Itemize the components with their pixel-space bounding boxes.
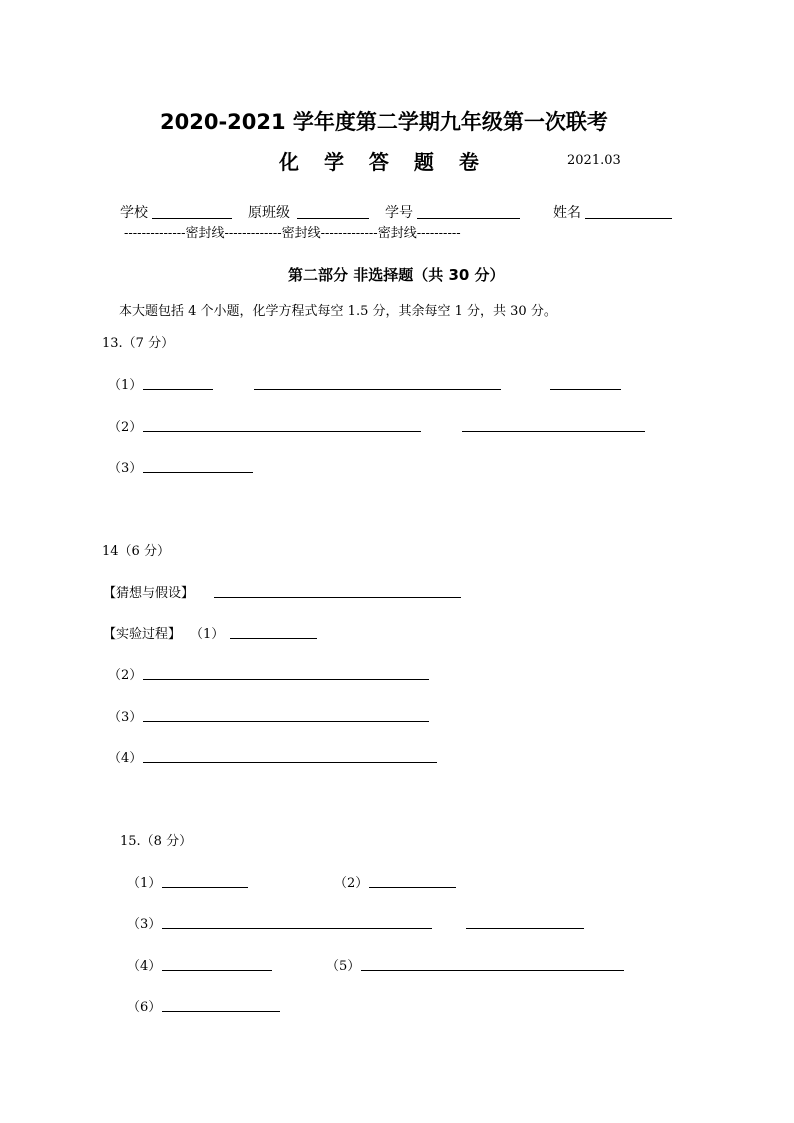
class-label: 原班级 [248,205,290,221]
q13-answer-2a[interactable] [143,431,421,432]
exam-title: 2020-2021 学年度第二学期九年级第一次联考 [160,110,608,134]
q13-part-2-label: （2） [108,420,143,435]
paper-subtitle: 化 学 答 题 卷 [279,150,488,174]
q13-part-3-label: （3） [108,461,143,476]
q14-answer-3[interactable] [143,721,429,722]
q14-hypothesis-label: 【猜想与假设】 [103,586,195,601]
class-field[interactable] [297,218,369,219]
q15-heading: 15.（8 分） [120,834,193,849]
q14-answer-4[interactable] [143,762,437,763]
q14-part-3-label: （3） [108,710,143,725]
q15-answer-3b[interactable] [466,928,584,929]
q13-answer-1c[interactable] [550,389,621,390]
q13-part-1-label: （1） [108,378,143,393]
q13-answer-1b[interactable] [254,389,501,390]
q15-part-4-label: （4） [127,959,162,974]
q14-part-1-label: （1） [190,627,225,642]
student-no-field[interactable] [417,218,520,219]
q15-answer-1[interactable] [162,887,248,888]
q13-answer-1a[interactable] [143,389,213,390]
q14-answer-2[interactable] [143,679,429,680]
q13-answer-3[interactable] [143,472,253,473]
section-instruction: 本大题包括 4 个小题，化学方程式每空 1.5 分，其余每空 1 分，共 30 分。 [119,304,557,319]
q15-answer-4[interactable] [162,970,272,971]
q15-answer-2[interactable] [369,887,456,888]
school-field[interactable] [152,218,232,219]
student-no-label: 学号 [385,205,413,221]
q15-part-3-label: （3） [127,917,162,932]
section-title: 第二部分 非选择题（共 30 分） [288,266,505,284]
name-label: 姓名 [553,205,581,221]
q13-heading: 13.（7 分） [102,336,175,351]
q15-part-5-label: （5） [326,959,361,974]
q13-answer-2b[interactable] [462,431,645,432]
q14-hypothesis-answer[interactable] [214,597,461,598]
q15-answer-5[interactable] [361,970,624,971]
q14-part-2-label: （2） [108,668,143,683]
q15-part-2-label: （2） [334,876,369,891]
q14-part-4-label: （4） [108,751,143,766]
q15-answer-6[interactable] [162,1011,280,1012]
q14-heading: 14（6 分） [102,544,170,559]
seal-line: --------------密封线-------------密封线-------------密封线---------- [124,226,461,241]
name-field[interactable] [585,218,672,219]
q15-part-6-label: （6） [127,1000,162,1015]
q14-experiment-label: 【实验过程】 [103,627,182,642]
q14-answer-1[interactable] [230,638,317,639]
q15-answer-3a[interactable] [162,928,432,929]
exam-date: 2021.03 [567,153,621,168]
school-label: 学校 [120,205,148,221]
q15-part-1-label: （1） [127,876,162,891]
